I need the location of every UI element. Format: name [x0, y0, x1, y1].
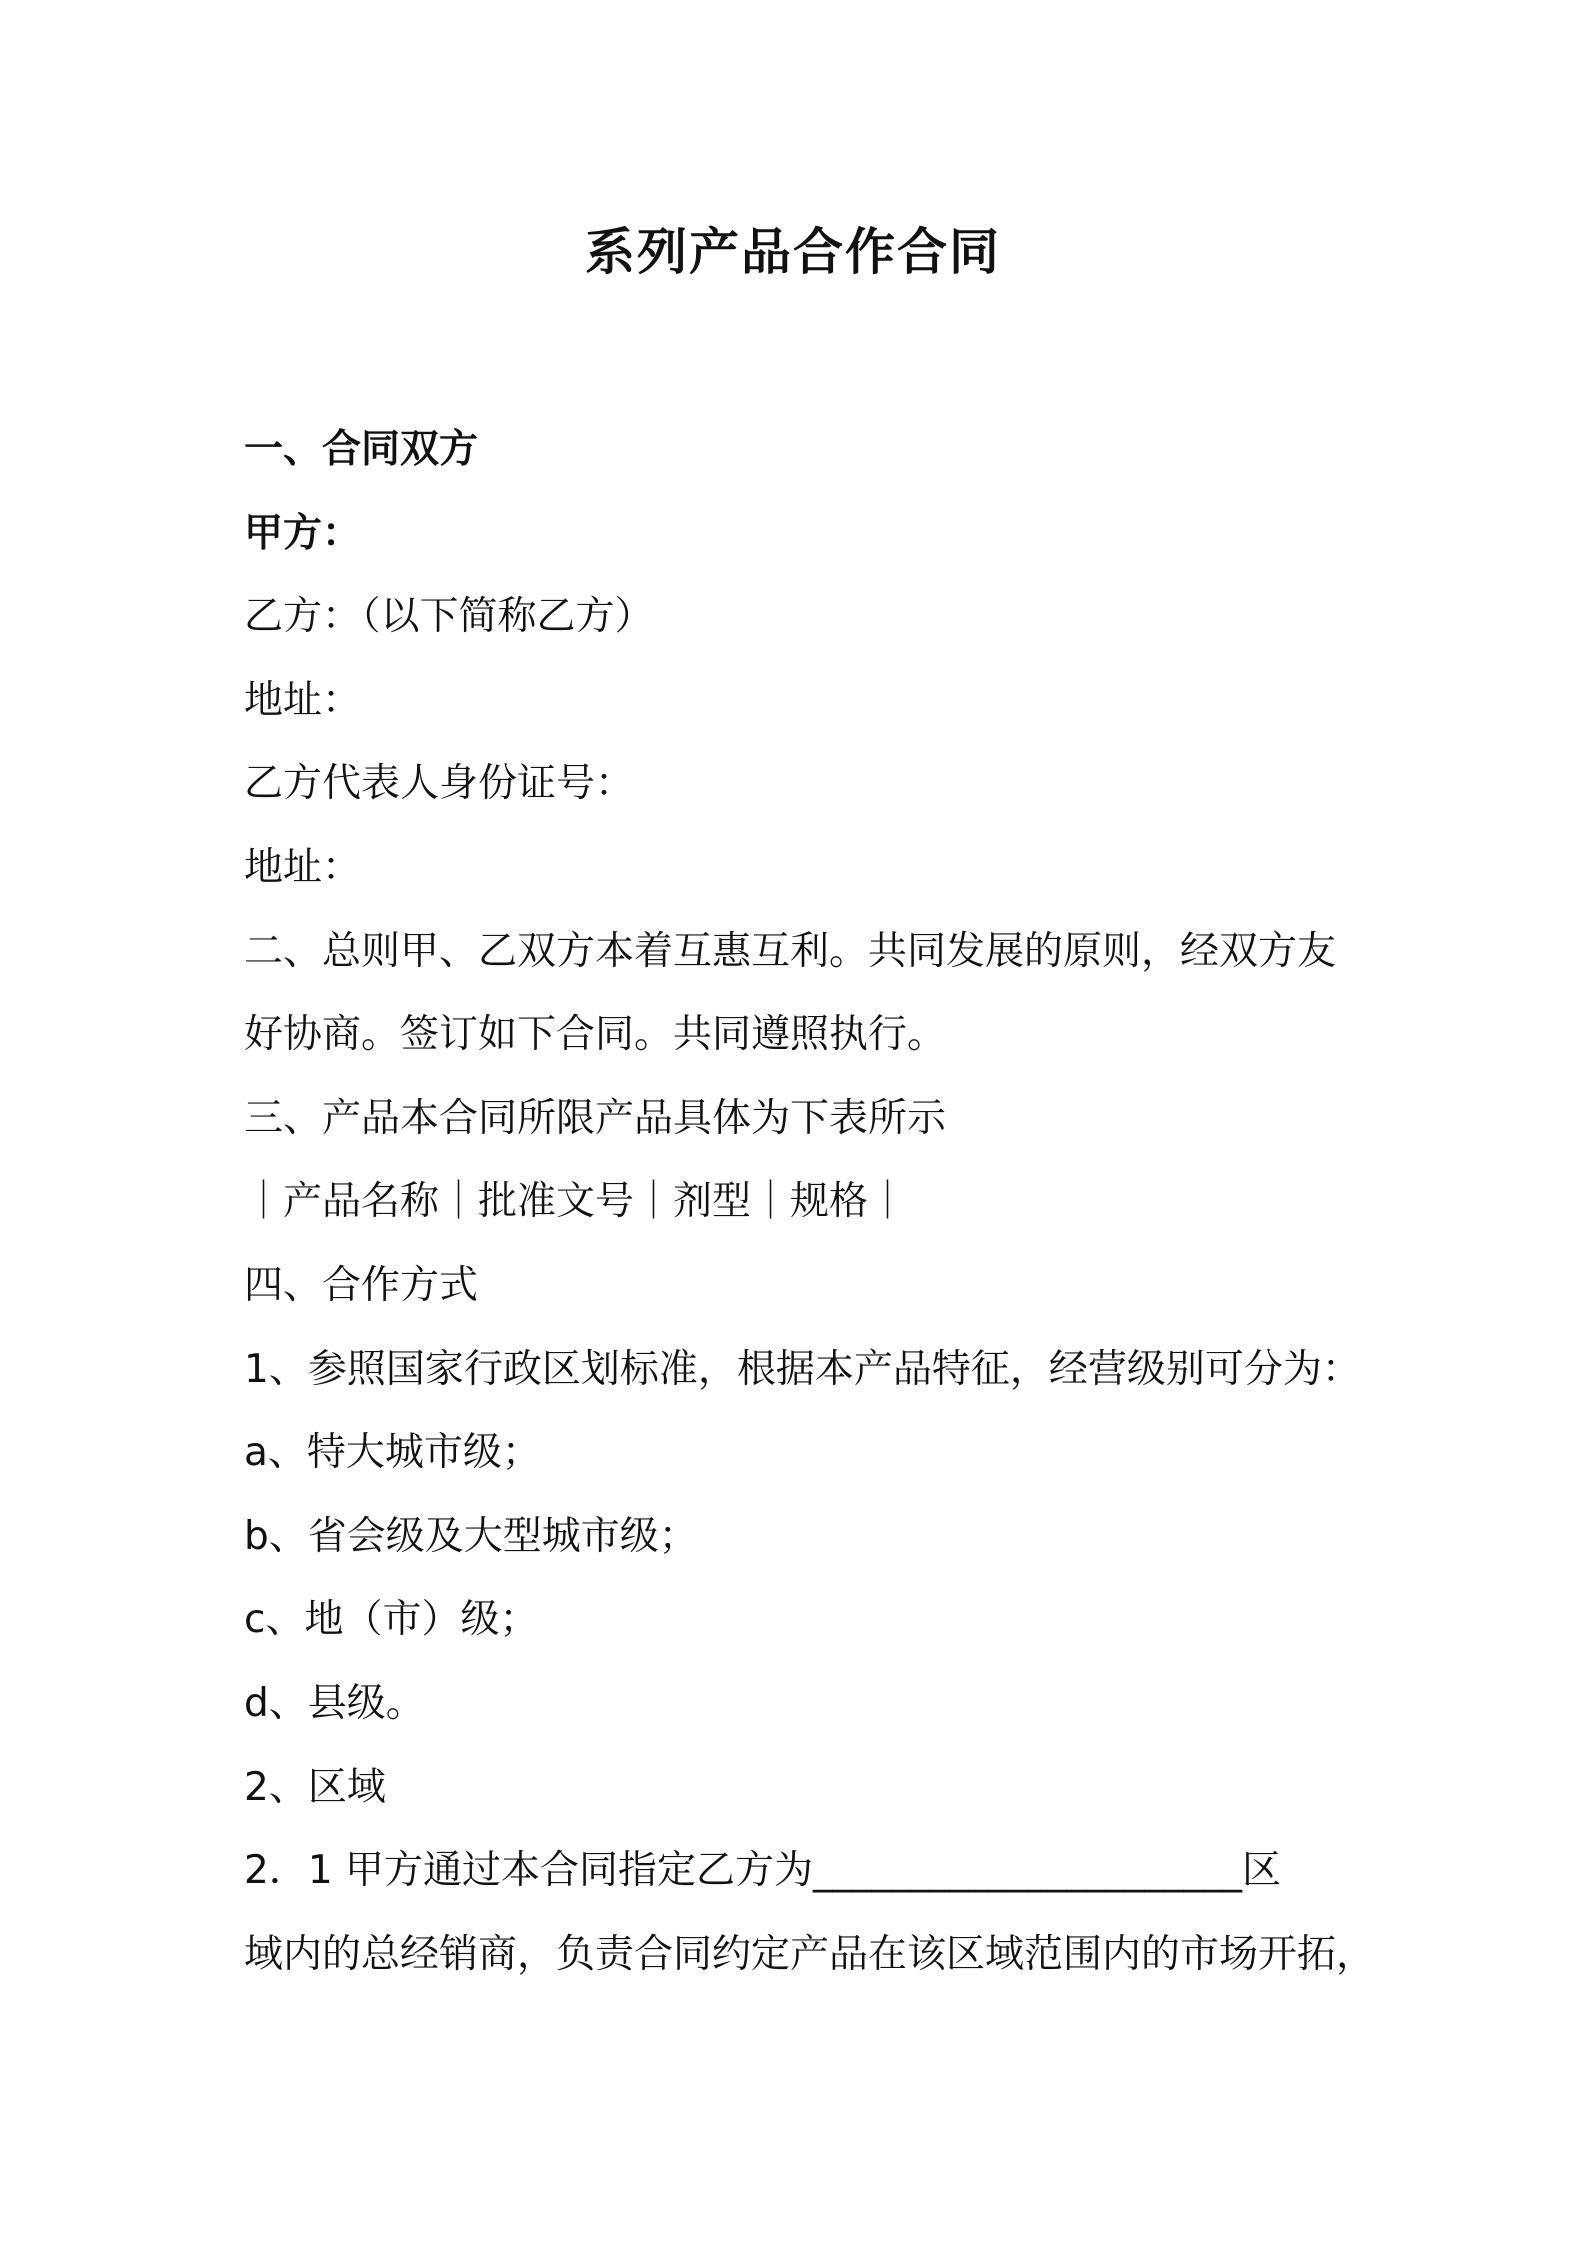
address-line-2: 地址： [244, 844, 362, 890]
party-b-line: 乙方：（以下简称乙方） [244, 594, 654, 640]
document-title: 系列产品合作合同 [585, 223, 1001, 281]
section-heading-products: 三、产品本合同所限产品具体为下表所示 [244, 1095, 947, 1141]
level-item-b: b、省会级及大型城市级； [244, 1513, 698, 1559]
section-heading-cooperation: 四、合作方式 [244, 1262, 479, 1308]
cooperation-item-1: 1、参照国家行政区划标准，根据本产品特征，经营级别可分为： [244, 1346, 1361, 1392]
region-clause-line-2: 域内的总经销商，负责合同约定产品在该区域范围内的市场开拓， [244, 1931, 1376, 1977]
level-item-c: c、地（市）级； [244, 1597, 539, 1643]
address-line-1: 地址： [244, 677, 362, 723]
general-principles-line-2: 好协商。签订如下合同。共同遵照执行。 [244, 1012, 947, 1058]
party-b-id-line: 乙方代表人身份证号： [244, 761, 635, 807]
level-item-d: d、县级。 [244, 1680, 425, 1726]
document-body [244, 408, 1384, 1996]
general-principles-line-1: 二、总则甲、乙双方本着互惠互利。共同发展的原则，经双方友 [244, 928, 1337, 974]
section-heading-parties: 一、合同双方 [244, 427, 479, 472]
level-item-a: a、特大城市级； [244, 1430, 541, 1476]
region-heading: 2、区域 [244, 1764, 386, 1810]
party-a-line: 甲方： [244, 510, 362, 556]
region-clause-line-1: 2．1 甲方通过本合同指定乙方为______________________区 [244, 1848, 1282, 1894]
product-table-header: ｜产品名称｜批准文号｜剂型｜规格｜ [244, 1179, 908, 1225]
